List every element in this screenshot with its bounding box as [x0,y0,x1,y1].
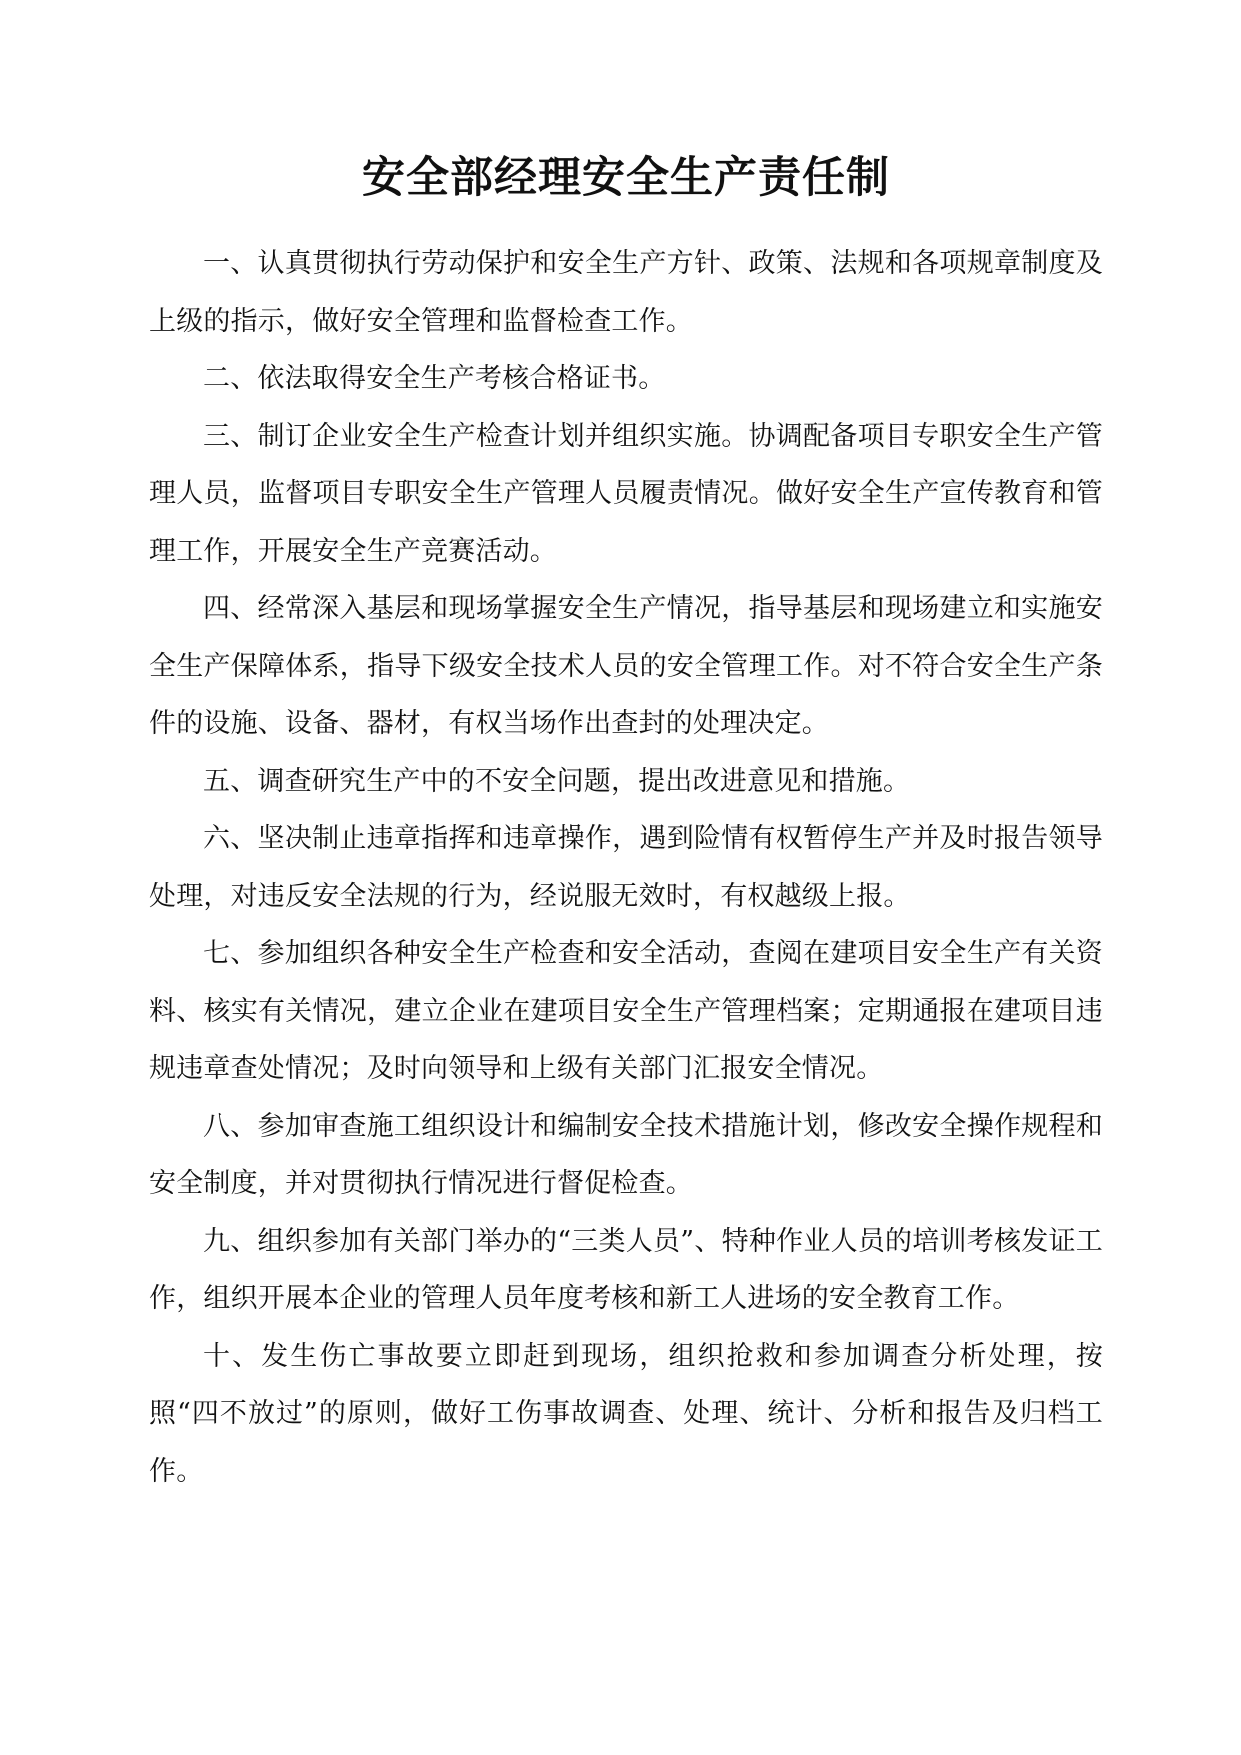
clause-3: 三、制订企业安全生产检查计划并组织实施。协调配备项目专职安全生产管理人员，监督项目专职安全生产管理人员履责情况。做好安全生产宣传教育和管理工作，开展安全生产竞赛活动。 [149,420,1103,567]
clause-7: 七、参加组织各种安全生产检查和安全活动，查阅在建项目安全生产有关资料、核实有关情况，建立企业在建项目安全生产管理档案；定期通报在建项目违规违章查处情况；及时向领导和上级有关部门汇报安全情况。 [149,938,1103,1084]
clause-5: 五、调查研究生产中的不安全问题，提出改进意见和措施。 [203,765,911,797]
clause-6: 六、坚决制止违章指挥和违章操作，遇到险情有权暂停生产并及时报告领导处理，对违反安全法规的行为，经说服无效时，有权越级上报。 [149,823,1103,912]
clause-9: 九、组织参加有关部门举办的“三类人员”、特种作业人员的培训考核发证工作，组织开展本企业的管理人员年度考核和新工人进场的安全教育工作。 [149,1225,1103,1314]
clause-1: 一、认真贯彻执行劳动保护和安全生产方针、政策、法规和各项规章制度及上级的指示，做好安全管理和监督检查工作。 [149,248,1103,337]
clause-8: 八、参加审查施工组织设计和编制安全技术措施计划，修改安全操作规程和安全制度，并对贯彻执行情况进行督促检查。 [149,1110,1103,1199]
document-body [149,235,1103,1500]
clause-10: 十、发生伤亡事故要立即赶到现场，组织抢救和参加调查分析处理，按照“四不放过”的原则，做好工伤事故调查、处理、统计、分析和报告及归档工作。 [149,1340,1103,1487]
clause-4: 四、经常深入基层和现场掌握安全生产情况，指导基层和现场建立和实施安全生产保障体系，指导下级安全技术人员的安全管理工作。对不符合安全生产条件的设施、设备、器材，有权当场作出查封的处理决定。 [149,593,1103,739]
document-title: 安全部经理安全生产责任制 [362,153,890,203]
clause-2: 二、依法取得安全生产考核合格证书。 [203,363,666,394]
